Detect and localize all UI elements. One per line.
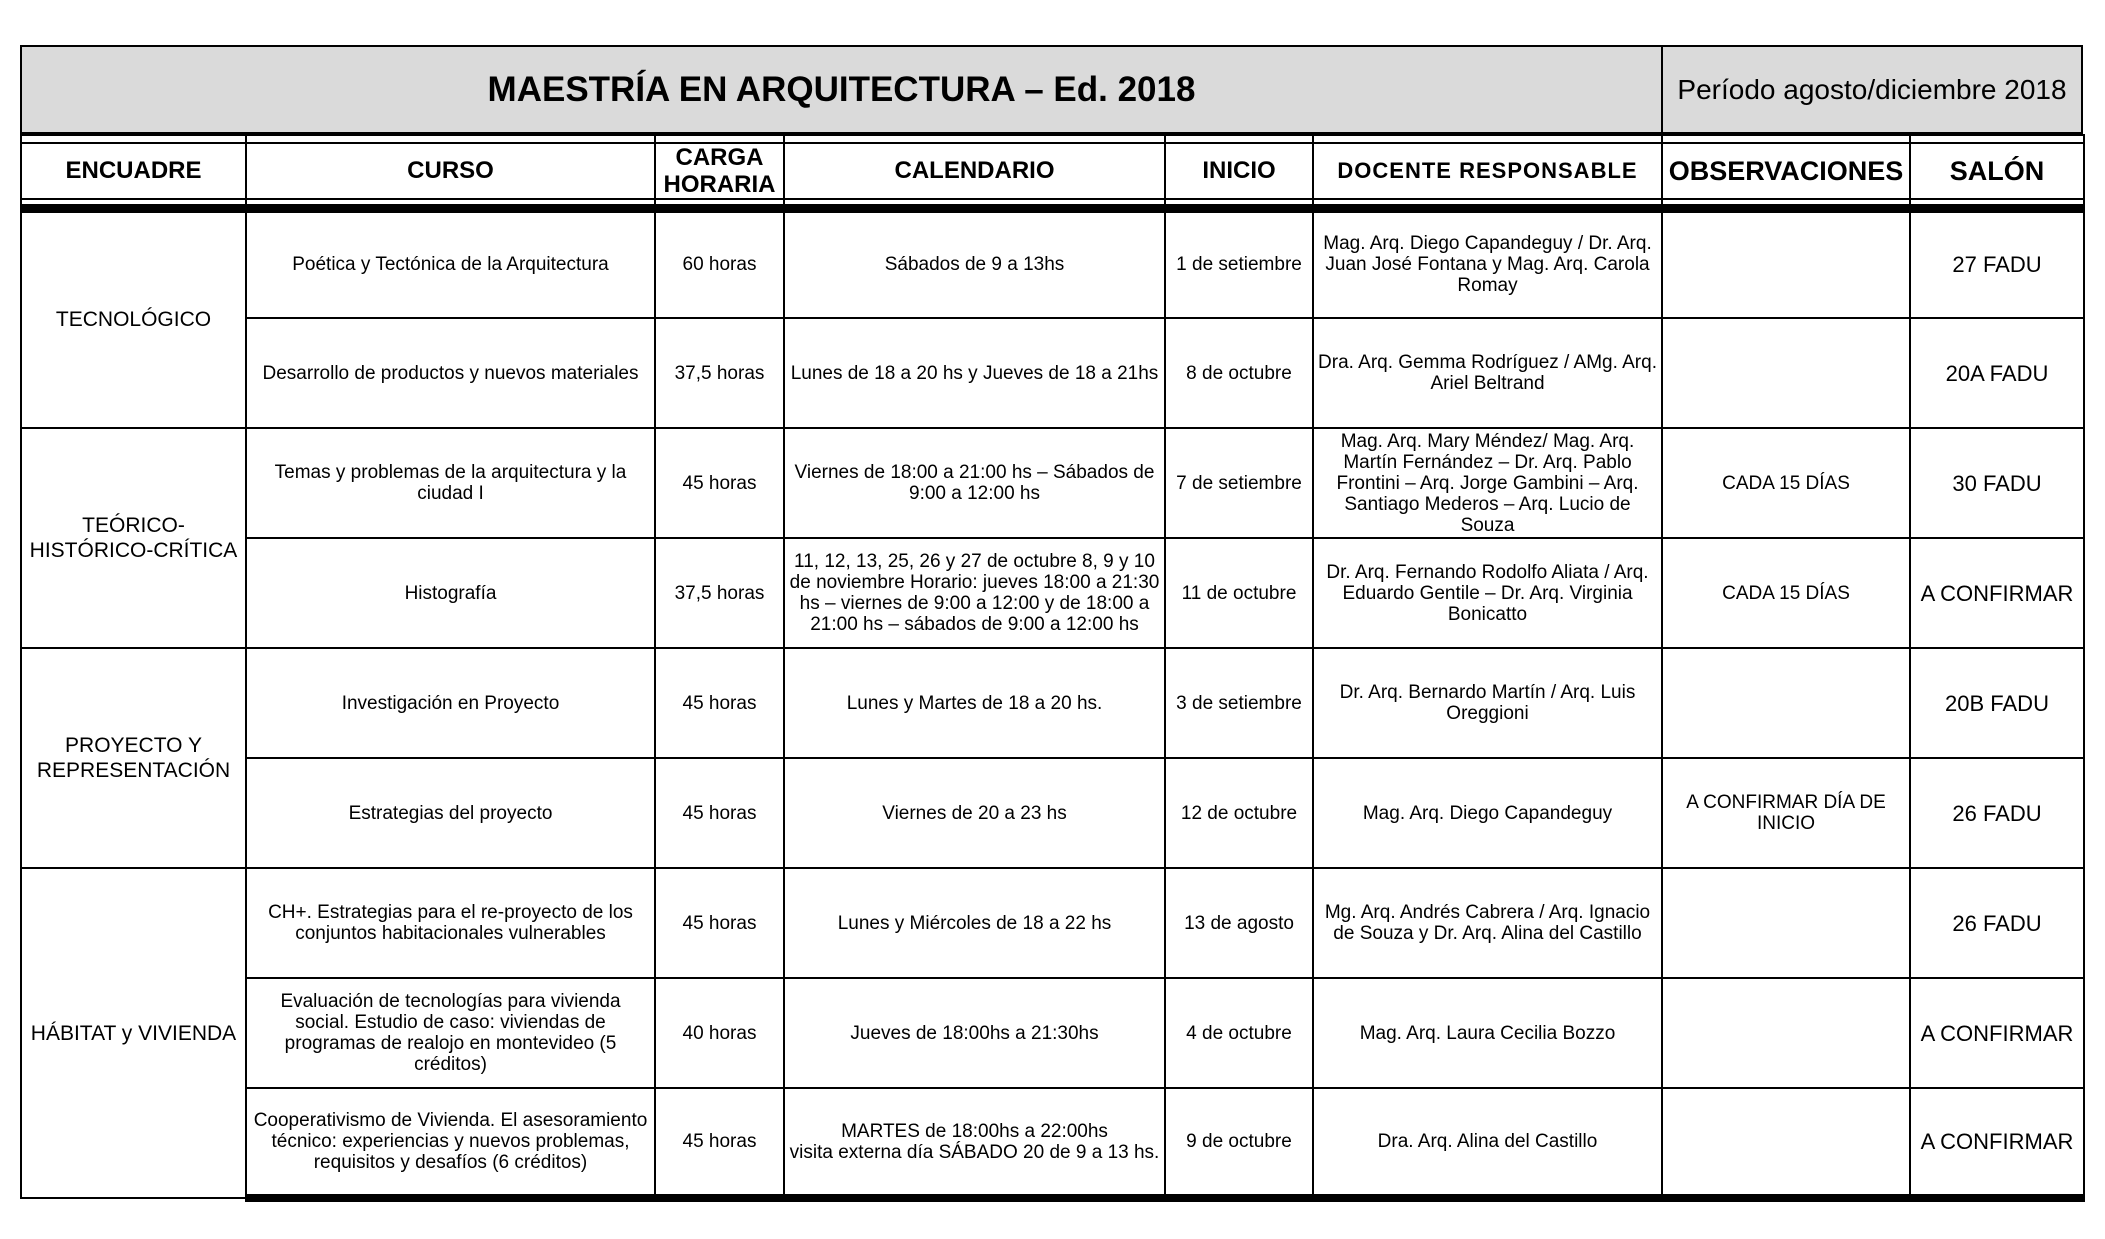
table-row (21, 648, 2084, 758)
hours-cell: 60 horas (655, 208, 784, 318)
group-label-line2: HISTÓRICO-CRÍTICA (29, 539, 238, 562)
start-cell: 7 de setiembre (1165, 428, 1313, 538)
hours-cell: 45 horas (655, 1088, 784, 1198)
notes-cell: CADA 15 DÍAS (1662, 428, 1910, 538)
course-cell: Histografía (246, 538, 655, 648)
teacher-cell: Mag. Arq. Diego Capandeguy / Dr. Arq. Juan José Fontana y Mag. Arq. Carola Romay (1313, 208, 1662, 318)
teacher-cell: Dra. Arq. Alina del Castillo (1313, 1088, 1662, 1198)
table-row (21, 1088, 2084, 1198)
table-row (21, 318, 2084, 428)
header-salon: SALÓN (1910, 143, 2084, 199)
notes-cell (1662, 648, 1910, 758)
group-cell: HÁBITAT y VIVIENDA (21, 868, 246, 1198)
calendar-line2: visita externa día SÁBADO 20 de 9 a 13 hs. (789, 1141, 1160, 1163)
header-carga-horaria (655, 143, 784, 199)
header-row (21, 143, 2084, 199)
calendar-cell: 11, 12, 13, 25, 26 y 27 de octubre 8, 9 y 10 de noviembre Horario: jueves 18:00 a 21:30 hs – viernes de 9:00 a 12:00 y de 18:00 a 21:00 hs – sábados de 9:00 a 12:00 hs (784, 538, 1165, 648)
course-cell: CH+. Estrategias para el re-proyecto de los conjuntos habitacionales vulnerables (246, 868, 655, 978)
group-cell: TECNOLÓGICO (21, 208, 246, 428)
hours-cell: 45 horas (655, 648, 784, 758)
room-cell: A CONFIRMAR (1910, 538, 2084, 648)
header-docente: DOCENTE RESPONSABLE (1313, 143, 1662, 199)
start-cell: 11 de octubre (1165, 538, 1313, 648)
notes-cell (1662, 1088, 1910, 1198)
hours-cell: 40 horas (655, 978, 784, 1088)
start-cell: 4 de octubre (1165, 978, 1313, 1088)
hours-cell: 45 horas (655, 428, 784, 538)
calendar-cell: Lunes y Martes de 18 a 20 hs. (784, 648, 1165, 758)
hours-cell: 37,5 horas (655, 318, 784, 428)
group-cell (21, 648, 246, 868)
notes-cell (1662, 868, 1910, 978)
notes-cell (1662, 208, 1910, 318)
teacher-cell: Dr. Arq. Fernando Rodolfo Aliata / Arq. Eduardo Gentile – Dr. Arq. Virginia Bonicatto (1313, 538, 1662, 648)
start-cell: 1 de setiembre (1165, 208, 1313, 318)
header-inicio: INICIO (1165, 143, 1313, 199)
header-spacer (21, 135, 2084, 143)
room-cell: 26 FADU (1910, 868, 2084, 978)
teacher-cell: Dra. Arq. Gemma Rodríguez / AMg. Arq. Ariel Beltrand (1313, 318, 1662, 428)
course-cell: Temas y problemas de la arquitectura y la ciudad I (246, 428, 655, 538)
header-curso: CURSO (246, 143, 655, 199)
room-cell: 20A FADU (1910, 318, 2084, 428)
table-row (21, 978, 2084, 1088)
header-carga-line2: HORARIA (663, 171, 776, 198)
header-calendario: CALENDARIO (784, 143, 1165, 199)
schedule-sheet (20, 45, 2083, 1223)
group-label-line1: TEÓRICO- (82, 514, 185, 537)
calendar-cell: Lunes de 18 a 20 hs y Jueves de 18 a 21hs (784, 318, 1165, 428)
table-row (21, 758, 2084, 868)
notes-cell: CADA 15 DÍAS (1662, 538, 1910, 648)
room-cell: 27 FADU (1910, 208, 2084, 318)
calendar-cell: Sábados de 9 a 13hs (784, 208, 1165, 318)
table-row (21, 208, 2084, 318)
calendar-line1: MARTES de 18:00hs a 22:00hs (841, 1120, 1108, 1142)
calendar-cell: Jueves de 18:00hs a 21:30hs (784, 978, 1165, 1088)
room-cell: A CONFIRMAR (1910, 1088, 2084, 1198)
course-cell: Evaluación de tecnologías para vivienda social. Estudio de caso: viviendas de programas de realojo en montevideo (5 créditos) (246, 978, 655, 1088)
room-cell: 26 FADU (1910, 758, 2084, 868)
table-row (21, 428, 2084, 538)
group-label-line1: PROYECTO Y (65, 734, 202, 757)
header-carga-line1: CARGA (675, 144, 764, 171)
calendar-cell: Lunes y Miércoles de 18 a 22 hs (784, 868, 1165, 978)
schedule-table (20, 134, 2085, 1202)
start-cell: 9 de octubre (1165, 1088, 1313, 1198)
teacher-cell: Mag. Arq. Mary Méndez/ Mag. Arq. Martín Fernández – Dr. Arq. Pablo Frontini – Arq. Jorge Gambini – Arq. Santiago Mederos – Arq. Lucio de Souza (1313, 428, 1662, 538)
start-cell: 3 de setiembre (1165, 648, 1313, 758)
teacher-cell: Dr. Arq. Bernardo Martín / Arq. Luis Oreggioni (1313, 648, 1662, 758)
hours-cell: 45 horas (655, 758, 784, 868)
course-cell: Estrategias del proyecto (246, 758, 655, 868)
room-cell: A CONFIRMAR (1910, 978, 2084, 1088)
course-cell: Investigación en Proyecto (246, 648, 655, 758)
start-cell: 8 de octubre (1165, 318, 1313, 428)
start-cell: 13 de agosto (1165, 868, 1313, 978)
group-label-line2: REPRESENTACIÓN (36, 759, 231, 782)
teacher-cell: Mag. Arq. Laura Cecilia Bozzo (1313, 978, 1662, 1088)
room-cell: 30 FADU (1910, 428, 2084, 538)
period-label: Período agosto/diciembre 2018 (1677, 73, 2067, 105)
course-cell: Cooperativismo de Vivienda. El asesoramiento técnico: experiencias y nuevos problemas, requisitos y desafíos (6 créditos) (246, 1088, 655, 1198)
notes-cell (1662, 978, 1910, 1088)
header-encuadre: ENCUADRE (21, 143, 246, 199)
teacher-cell: Mag. Arq. Diego Capandeguy (1313, 758, 1662, 868)
course-cell: Poética y Tectónica de la Arquitectura (246, 208, 655, 318)
header-observaciones: OBSERVACIONES (1662, 143, 1910, 199)
page-title: MAESTRÍA EN ARQUITECTURA – Ed. 2018 (22, 47, 1663, 132)
table-row (21, 868, 2084, 978)
room-cell: 20B FADU (1910, 648, 2084, 758)
notes-cell: A CONFIRMAR DÍA DE INICIO (1662, 758, 1910, 868)
teacher-cell: Mg. Arq. Andrés Cabrera / Arq. Ignacio de Souza y Dr. Arq. Alina del Castillo (1313, 868, 1662, 978)
calendar-cell (784, 1088, 1165, 1198)
calendar-cell: Viernes de 20 a 23 hs (784, 758, 1165, 868)
title-bar (20, 45, 2083, 134)
notes-cell (1662, 318, 1910, 428)
group-cell (21, 428, 246, 648)
header-divider (21, 199, 2084, 208)
course-cell: Desarrollo de productos y nuevos materiales (246, 318, 655, 428)
start-cell: 12 de octubre (1165, 758, 1313, 868)
hours-cell: 45 horas (655, 868, 784, 978)
hours-cell: 37,5 horas (655, 538, 784, 648)
calendar-cell: Viernes de 18:00 a 21:00 hs – Sábados de 9:00 a 12:00 hs (784, 428, 1165, 538)
table-row (21, 538, 2084, 648)
